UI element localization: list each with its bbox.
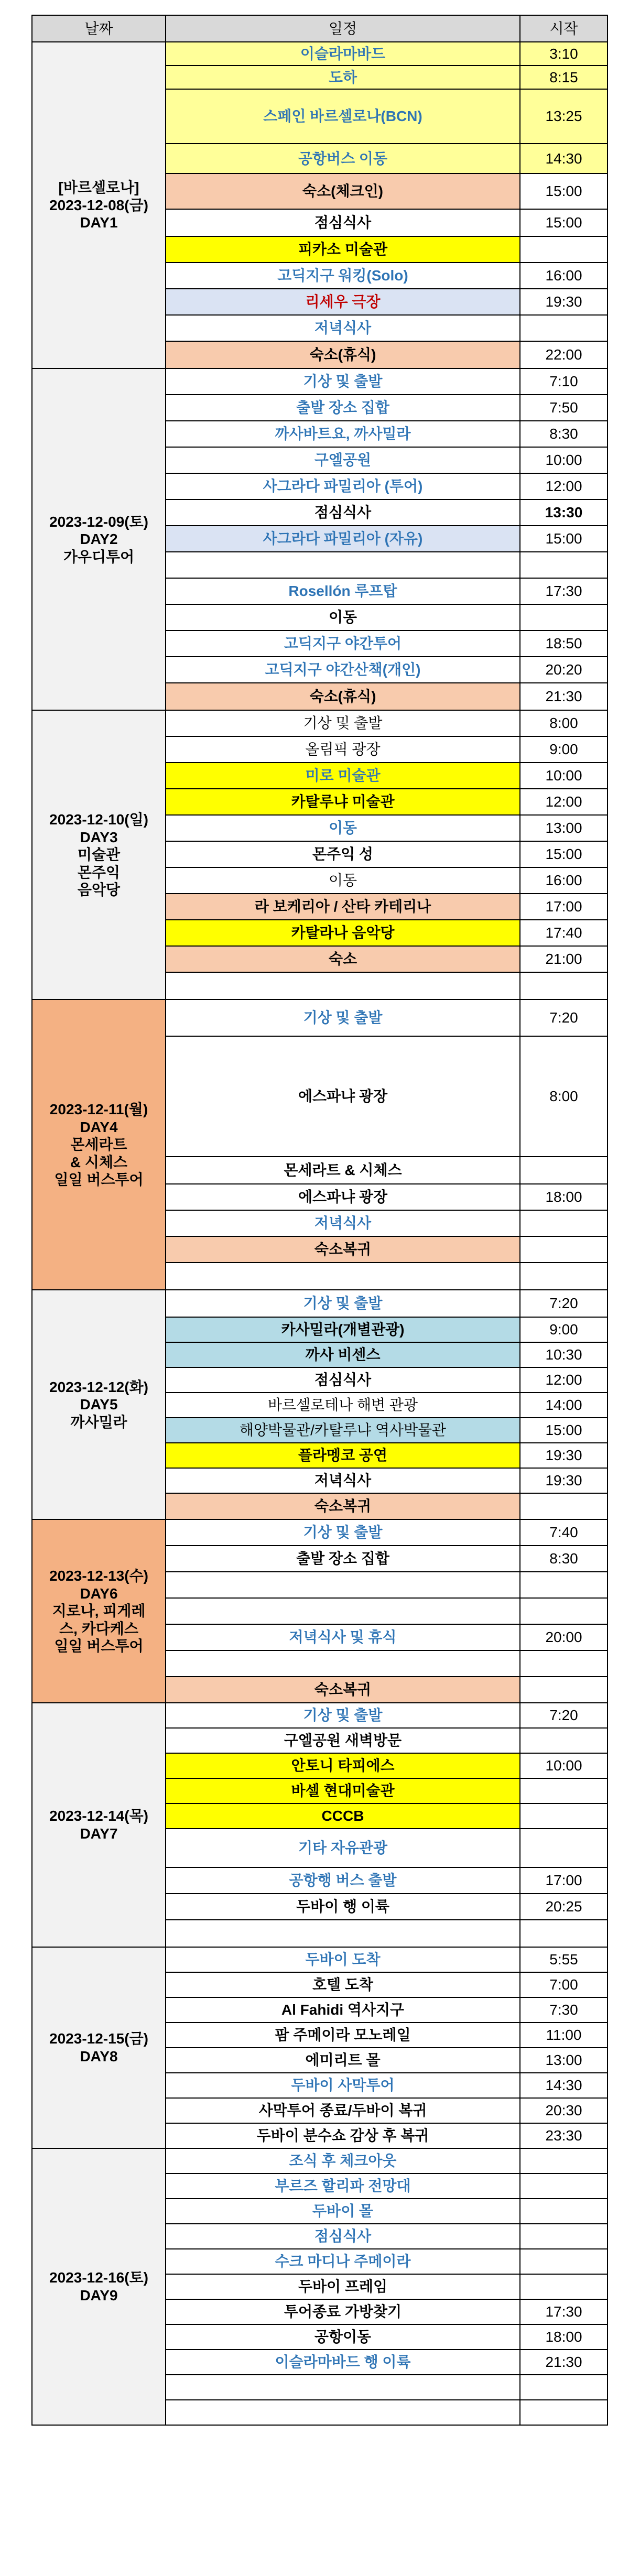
schedule-item-cell[interactable]: 공항이동	[166, 2324, 520, 2350]
start-time-cell[interactable]: 12:00	[520, 789, 608, 815]
schedule-item-cell[interactable]: 사그라다 파밀리아 (투어)	[166, 473, 520, 499]
schedule-item-cell[interactable]: 공항행 버스 출발	[166, 1867, 520, 1894]
itinerary-table	[31, 15, 608, 2426]
schedule-item-cell[interactable]: CCCB	[166, 1803, 520, 1829]
day-label-line: DAY3	[80, 829, 118, 845]
schedule-item-cell[interactable]: 두바이 몰	[166, 2199, 520, 2224]
start-time-cell[interactable]: 15:00	[520, 1418, 608, 1443]
header-date[interactable]: 날짜	[32, 15, 166, 42]
schedule-row	[32, 42, 608, 66]
schedule-item-cell[interactable]: 기상 및 출발	[166, 1519, 520, 1546]
schedule-item-cell[interactable]: 카사밀라(개별관광)	[166, 1317, 520, 1342]
schedule-item-cell[interactable]: 조식 후 체크아웃	[166, 2148, 520, 2173]
start-time-cell[interactable]	[520, 2274, 608, 2299]
schedule-item-cell[interactable]: 미로 미술관	[166, 763, 520, 789]
start-time-cell[interactable]: 12:00	[520, 473, 608, 499]
start-time-cell[interactable]: 7:20	[520, 1703, 608, 1728]
schedule-item-cell[interactable]: 이동	[166, 815, 520, 841]
day-label-line: DAY2	[80, 531, 118, 548]
day-label-line: 2023-12-08(금)	[49, 197, 148, 213]
start-time-cell[interactable]: 3:10	[520, 42, 608, 66]
day-label-line: [바르셀로나]	[58, 179, 139, 196]
schedule-item-cell[interactable]: 저녁식사 및 휴식	[166, 1624, 520, 1650]
start-time-cell[interactable]: 8:00	[520, 1036, 608, 1157]
schedule-item-cell[interactable]: 두바이 분수쇼 감상 후 복귀	[166, 2123, 520, 2148]
start-time-cell[interactable]: 13:30	[520, 499, 608, 526]
start-time-cell[interactable]	[520, 2249, 608, 2274]
schedule-item-cell[interactable]: 출발 장소 집합	[166, 395, 520, 421]
schedule-item-cell[interactable]	[166, 1598, 520, 1624]
start-time-cell[interactable]: 18:50	[520, 631, 608, 657]
start-time-cell[interactable]: 11:00	[520, 2023, 608, 2048]
day-label-line: 가우디투어	[63, 548, 135, 565]
schedule-item-cell[interactable]: 고딕지구 워킹(Solo)	[166, 263, 520, 289]
day-label-line: 일일 버스투어	[54, 1171, 144, 1188]
schedule-row	[32, 1519, 608, 1546]
header-start[interactable]: 시작	[520, 15, 608, 42]
day-label-line: 몬주익	[77, 864, 121, 881]
schedule-item-cell[interactable]: 도하	[166, 66, 520, 89]
schedule-item-cell[interactable]: 기상 및 출발	[166, 1290, 520, 1317]
schedule-item-cell[interactable]: 저녁식사	[166, 315, 520, 341]
schedule-item-cell[interactable]: 바셀 현대미술관	[166, 1778, 520, 1803]
schedule-item-cell[interactable]: 이동	[166, 867, 520, 894]
schedule-item-cell[interactable]: Al Fahidi 역사지구	[166, 1997, 520, 2023]
schedule-item-cell[interactable]: 카탈라나 음악당	[166, 920, 520, 946]
day-label-line: 2023-12-10(일)	[49, 811, 148, 828]
schedule-item-cell[interactable]: 점심식사	[166, 2224, 520, 2249]
start-time-cell[interactable]: 13:25	[520, 89, 608, 144]
schedule-item-cell[interactable]: 사그라다 파밀리아 (자유)	[166, 526, 520, 552]
start-time-cell[interactable]	[520, 604, 608, 631]
schedule-item-cell[interactable]	[166, 1920, 520, 1947]
schedule-item-cell[interactable]: 카탈루냐 미술관	[166, 789, 520, 815]
start-time-cell[interactable]: 22:00	[520, 341, 608, 368]
start-time-cell[interactable]	[520, 2375, 608, 2400]
header-row	[32, 15, 608, 42]
start-time-cell[interactable]: 20:00	[520, 1624, 608, 1650]
schedule-item-cell[interactable]: 출발 장소 집합	[166, 1546, 520, 1572]
schedule-item-cell[interactable]: 피카소 미술관	[166, 236, 520, 263]
start-time-cell[interactable]: 10:00	[520, 763, 608, 789]
schedule-item-cell[interactable]: 고딕지구 야간투어	[166, 631, 520, 657]
start-time-cell[interactable]	[520, 552, 608, 578]
schedule-item-cell[interactable]: 수크 마디나 주메이라	[166, 2249, 520, 2274]
schedule-item-cell[interactable]: 숙소(휴식)	[166, 683, 520, 710]
start-time-cell[interactable]	[520, 315, 608, 341]
day-label-cell[interactable]	[32, 1519, 166, 1703]
start-time-cell[interactable]: 19:30	[520, 1443, 608, 1468]
schedule-row	[32, 710, 608, 736]
start-time-cell[interactable]: 18:00	[520, 2324, 608, 2350]
schedule-item-cell[interactable]: 사막투어 종료/두바이 복귀	[166, 2098, 520, 2123]
schedule-item-cell[interactable]: 구엘공원 새벽방문	[166, 1728, 520, 1753]
schedule-row	[32, 2148, 608, 2173]
start-time-cell[interactable]: 13:00	[520, 815, 608, 841]
schedule-item-cell[interactable]: Rosellón 루프탑	[166, 578, 520, 604]
day-label-line: 2023-12-14(목)	[49, 1808, 148, 1824]
schedule-item-cell[interactable]: 숙소복귀	[166, 1677, 520, 1703]
start-time-cell[interactable]: 14:30	[520, 2073, 608, 2098]
schedule-item-cell[interactable]: 기상 및 출발	[166, 1703, 520, 1728]
schedule-item-cell[interactable]: 에미리트 몰	[166, 2048, 520, 2073]
start-time-cell[interactable]: 16:00	[520, 263, 608, 289]
start-time-cell[interactable]: 15:00	[520, 526, 608, 552]
start-time-cell[interactable]: 17:40	[520, 920, 608, 946]
start-time-cell[interactable]: 20:25	[520, 1894, 608, 1920]
schedule-item-cell[interactable]: 점심식사	[166, 499, 520, 526]
schedule-item-cell[interactable]: 몬주익 성	[166, 841, 520, 867]
itinerary-body	[32, 42, 608, 2425]
schedule-item-cell[interactable]	[166, 2375, 520, 2400]
schedule-item-cell[interactable]	[166, 552, 520, 578]
day-label-line: 2023-12-16(토)	[49, 2269, 148, 2286]
schedule-item-cell[interactable]: 몬세라트 & 시체스	[166, 1157, 520, 1184]
day-label-cell[interactable]	[32, 1290, 166, 1519]
day-label-line: 몬세라트	[70, 1136, 127, 1153]
start-time-cell[interactable]: 14:30	[520, 144, 608, 173]
day-label-line: 일일 버스투어	[54, 1638, 144, 1655]
schedule-item-cell[interactable]: 스페인 바르셀로나(BCN)	[166, 89, 520, 144]
schedule-item-cell[interactable]: 구엘공원	[166, 447, 520, 473]
day-label-line: 까사밀라	[70, 1414, 127, 1430]
schedule-item-cell[interactable]: 라 보케리아 / 산타 카테리나	[166, 894, 520, 920]
start-time-cell[interactable]: 7:40	[520, 1519, 608, 1546]
schedule-item-cell[interactable]: 숙소	[166, 946, 520, 972]
start-time-cell[interactable]: 13:00	[520, 2048, 608, 2073]
schedule-item-cell[interactable]: 기상 및 출발	[166, 368, 520, 395]
schedule-item-cell[interactable]: 이동	[166, 604, 520, 631]
day-label-cell[interactable]	[32, 1947, 166, 2148]
start-time-cell[interactable]: 14:00	[520, 1393, 608, 1418]
schedule-item-cell[interactable]: 공항버스 이동	[166, 144, 520, 173]
schedule-item-cell[interactable]: 숙소복귀	[166, 1493, 520, 1519]
start-time-cell[interactable]: 10:00	[520, 1753, 608, 1778]
schedule-item-cell[interactable]: 저녁식사	[166, 1468, 520, 1493]
start-time-cell[interactable]: 7:20	[520, 1290, 608, 1317]
schedule-item-cell[interactable]: 점심식사	[166, 1367, 520, 1393]
start-time-cell[interactable]: 8:00	[520, 710, 608, 736]
schedule-item-cell[interactable]: 에스파냐 광장	[166, 1184, 520, 1210]
schedule-row	[32, 999, 608, 1036]
start-time-cell[interactable]: 16:00	[520, 867, 608, 894]
start-time-cell[interactable]	[520, 2400, 608, 2425]
day-label-line: 미술관	[77, 846, 121, 863]
day-label-cell[interactable]	[32, 999, 166, 1290]
day-label-line: DAY7	[80, 1825, 118, 1842]
start-time-cell[interactable]: 9:00	[520, 1317, 608, 1342]
schedule-item-cell[interactable]: 올림픽 광장	[166, 736, 520, 763]
schedule-item-cell[interactable]: 바르셀로테나 해변 관광	[166, 1393, 520, 1418]
header-schedule[interactable]: 일정	[166, 15, 520, 42]
start-time-cell[interactable]: 17:00	[520, 1867, 608, 1894]
start-time-cell[interactable]: 19:30	[520, 289, 608, 315]
schedule-item-cell[interactable]: 두바이 행 이륙	[166, 1894, 520, 1920]
start-time-cell[interactable]: 21:30	[520, 683, 608, 710]
schedule-item-cell[interactable]: 이슬라마바드 행 이륙	[166, 2350, 520, 2375]
day-label-cell[interactable]	[32, 2148, 166, 2425]
schedule-item-cell[interactable]: 팜 주메이라 모노레일	[166, 2023, 520, 2048]
start-time-cell[interactable]	[520, 1920, 608, 1947]
start-time-cell[interactable]: 10:30	[520, 1342, 608, 1367]
start-time-cell[interactable]: 7:50	[520, 395, 608, 421]
day-label-cell[interactable]	[32, 1703, 166, 1947]
start-time-cell[interactable]	[520, 2173, 608, 2199]
day-label-line: DAY6	[80, 1585, 118, 1602]
schedule-item-cell[interactable]: 기상 및 출발	[166, 710, 520, 736]
schedule-item-cell[interactable]: 리세우 극장	[166, 289, 520, 315]
start-time-cell[interactable]: 15:00	[520, 173, 608, 209]
schedule-item-cell[interactable]	[166, 1263, 520, 1290]
schedule-item-cell[interactable]: 까사 비센스	[166, 1342, 520, 1367]
start-time-cell[interactable]: 20:20	[520, 657, 608, 683]
schedule-item-cell[interactable]: 두바이 프레임	[166, 2274, 520, 2299]
schedule-item-cell[interactable]: 숙소(휴식)	[166, 341, 520, 368]
start-time-cell[interactable]: 15:00	[520, 841, 608, 867]
day-label-cell[interactable]	[32, 368, 166, 710]
start-time-cell[interactable]: 17:00	[520, 894, 608, 920]
start-time-cell[interactable]	[520, 1236, 608, 1263]
start-time-cell[interactable]: 17:30	[520, 2299, 608, 2324]
schedule-item-cell[interactable]: 두바이 사막투어	[166, 2073, 520, 2098]
start-time-cell[interactable]: 21:30	[520, 2350, 608, 2375]
day-label-line: 지로나, 피게레	[52, 1603, 146, 1619]
schedule-item-cell[interactable]: 까사바트요, 까사밀라	[166, 421, 520, 447]
schedule-item-cell[interactable]	[166, 972, 520, 999]
schedule-item-cell[interactable]: 점심식사	[166, 209, 520, 236]
schedule-item-cell[interactable]: 두바이 도착	[166, 1947, 520, 1972]
schedule-row	[32, 1947, 608, 1972]
schedule-row	[32, 1703, 608, 1728]
schedule-item-cell[interactable]	[166, 1650, 520, 1677]
day-label-line: 스, 카다케스	[59, 1620, 138, 1637]
start-time-cell[interactable]: 10:00	[520, 447, 608, 473]
schedule-item-cell[interactable]	[166, 2400, 520, 2425]
start-time-cell[interactable]	[520, 972, 608, 999]
schedule-item-cell[interactable]: 저녁식사	[166, 1210, 520, 1236]
start-time-cell[interactable]	[520, 1803, 608, 1829]
start-time-cell[interactable]: 8:15	[520, 66, 608, 89]
day-label-line: 2023-12-12(화)	[49, 1378, 148, 1395]
schedule-item-cell[interactable]: 해양박물관/카탈루냐 역사박물관	[166, 1418, 520, 1443]
schedule-item-cell[interactable]: 호텔 도착	[166, 1972, 520, 1997]
start-time-cell[interactable]: 17:30	[520, 578, 608, 604]
start-time-cell[interactable]	[520, 2148, 608, 2173]
day-label-cell[interactable]	[32, 710, 166, 999]
start-time-cell[interactable]: 7:30	[520, 1997, 608, 2023]
schedule-item-cell[interactable]: 이슬라마바드	[166, 42, 520, 66]
start-time-cell[interactable]: 9:00	[520, 736, 608, 763]
schedule-item-cell[interactable]: 안토니 타피에스	[166, 1753, 520, 1778]
schedule-item-cell[interactable]: 투어종료 가방찾기	[166, 2299, 520, 2324]
start-time-cell[interactable]	[520, 1728, 608, 1753]
schedule-item-cell[interactable]: 에스파냐 광장	[166, 1036, 520, 1157]
day-label-line: DAY4	[80, 1118, 118, 1135]
start-time-cell[interactable]: 21:00	[520, 946, 608, 972]
day-label-line: 2023-12-11(월)	[49, 1101, 148, 1118]
schedule-item-cell[interactable]: 부르즈 할리파 전망대	[166, 2173, 520, 2199]
start-time-cell[interactable]	[520, 1778, 608, 1803]
start-time-cell[interactable]	[520, 2199, 608, 2224]
start-time-cell[interactable]: 19:30	[520, 1468, 608, 1493]
start-time-cell[interactable]	[520, 2224, 608, 2249]
day-label-line: 2023-12-13(수)	[49, 1568, 148, 1584]
schedule-row	[32, 1290, 608, 1317]
start-time-cell[interactable]: 8:30	[520, 421, 608, 447]
day-label-line: 2023-12-09(토)	[49, 513, 148, 530]
schedule-item-cell[interactable]	[166, 1572, 520, 1598]
schedule-item-cell[interactable]: 플라멩코 공연	[166, 1443, 520, 1468]
start-time-cell[interactable]	[520, 1677, 608, 1703]
start-time-cell[interactable]: 20:30	[520, 2098, 608, 2123]
start-time-cell[interactable]: 7:10	[520, 368, 608, 395]
day-label-line: DAY8	[80, 2048, 118, 2064]
day-label-line: & 시체스	[70, 1154, 128, 1170]
schedule-item-cell[interactable]: 숙소복귀	[166, 1236, 520, 1263]
start-time-cell[interactable]	[520, 1598, 608, 1624]
start-time-cell[interactable]	[520, 1157, 608, 1184]
schedule-item-cell[interactable]: 숙소(체크인)	[166, 173, 520, 209]
start-time-cell[interactable]	[520, 1829, 608, 1867]
start-time-cell[interactable]	[520, 1572, 608, 1598]
day-label-line: 2023-12-15(금)	[49, 2030, 148, 2047]
day-label-line: DAY5	[80, 1396, 118, 1413]
start-time-cell[interactable]: 18:00	[520, 1184, 608, 1210]
day-label-line: DAY1	[80, 214, 118, 231]
start-time-cell[interactable]	[520, 1263, 608, 1290]
start-time-cell[interactable]: 7:20	[520, 999, 608, 1036]
schedule-item-cell[interactable]: 고딕지구 야간산책(개인)	[166, 657, 520, 683]
schedule-item-cell[interactable]: 기타 자유관광	[166, 1829, 520, 1867]
start-time-cell[interactable]	[520, 1493, 608, 1519]
start-time-cell[interactable]: 5:55	[520, 1947, 608, 1972]
start-time-cell[interactable]: 8:30	[520, 1546, 608, 1572]
schedule-row	[32, 368, 608, 395]
start-time-cell[interactable]: 23:30	[520, 2123, 608, 2148]
start-time-cell[interactable]: 7:00	[520, 1972, 608, 1997]
start-time-cell[interactable]	[520, 1650, 608, 1677]
start-time-cell[interactable]	[520, 1210, 608, 1236]
day-label-cell[interactable]	[32, 42, 166, 368]
start-time-cell[interactable]: 12:00	[520, 1367, 608, 1393]
start-time-cell[interactable]	[520, 236, 608, 263]
day-label-line: DAY9	[80, 2287, 118, 2303]
schedule-item-cell[interactable]: 기상 및 출발	[166, 999, 520, 1036]
day-label-line: 음악당	[77, 882, 121, 898]
start-time-cell[interactable]: 15:00	[520, 209, 608, 236]
